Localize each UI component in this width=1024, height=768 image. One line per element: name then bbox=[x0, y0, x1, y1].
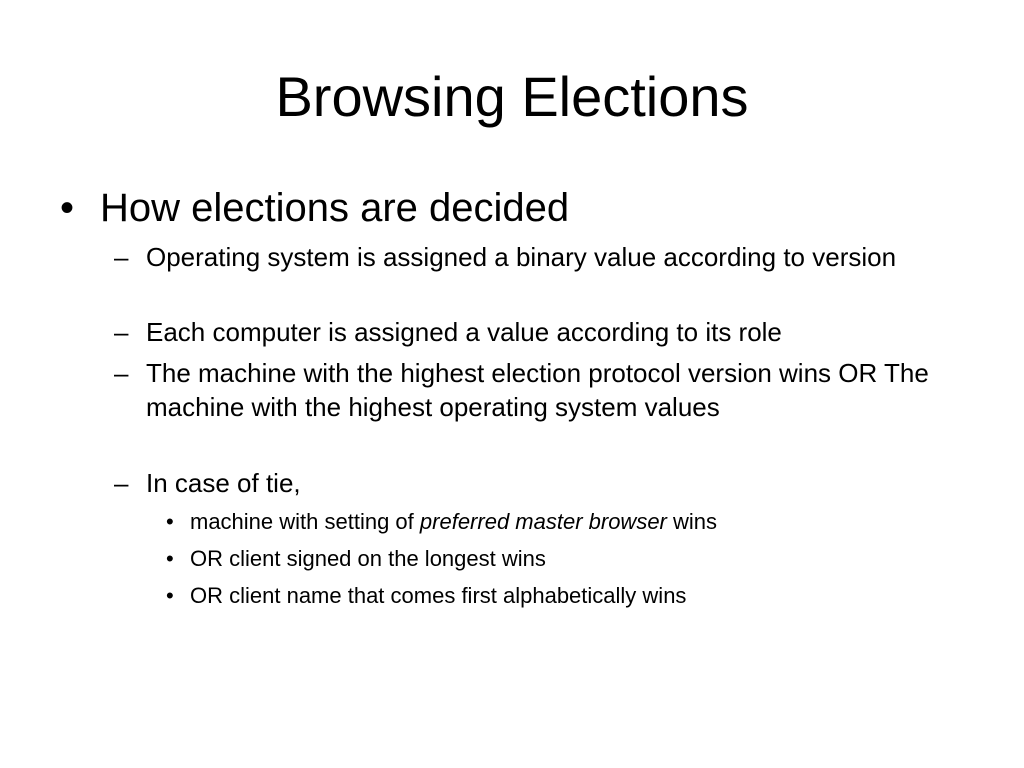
dash-mark: – bbox=[114, 317, 129, 347]
main-bullet-text: How elections are decided bbox=[100, 186, 570, 230]
bullet-mark: • bbox=[60, 186, 75, 230]
slide-title: Browsing Elections bbox=[275, 65, 749, 128]
sub-point bbox=[114, 240, 954, 274]
sub-point-text: Operating system is assigned a binary value according to version bbox=[146, 242, 897, 272]
sub-point-text: In case of tie, bbox=[146, 468, 301, 498]
dash-mark: – bbox=[114, 358, 129, 388]
sub-bullet-mark: • bbox=[166, 509, 174, 534]
tie-point-suffix: wins bbox=[666, 509, 718, 534]
dash-mark: – bbox=[114, 242, 129, 272]
sub-point bbox=[114, 466, 954, 500]
sub-bullet-mark: • bbox=[166, 583, 174, 608]
tie-point bbox=[166, 581, 926, 611]
sub-point-text: The machine with the highest election protocol version wins OR The machine with the highest operating system values bbox=[146, 358, 929, 422]
tie-point-text: OR client name that comes first alphabetically wins bbox=[190, 583, 687, 608]
tie-point-prefix: machine with setting of bbox=[190, 509, 420, 534]
sub-bullet-mark: • bbox=[166, 546, 174, 571]
sub-point bbox=[114, 315, 954, 349]
tie-point bbox=[166, 507, 926, 537]
preferred-master-browser-term: preferred master browser bbox=[419, 509, 667, 534]
sub-point bbox=[114, 356, 954, 424]
tie-point bbox=[166, 544, 926, 574]
tie-point-text: OR client signed on the longest wins bbox=[190, 546, 546, 571]
dash-mark: – bbox=[114, 468, 129, 498]
sub-point-text: Each computer is assigned a value according to its role bbox=[146, 317, 782, 347]
tie-point-text bbox=[190, 507, 926, 537]
